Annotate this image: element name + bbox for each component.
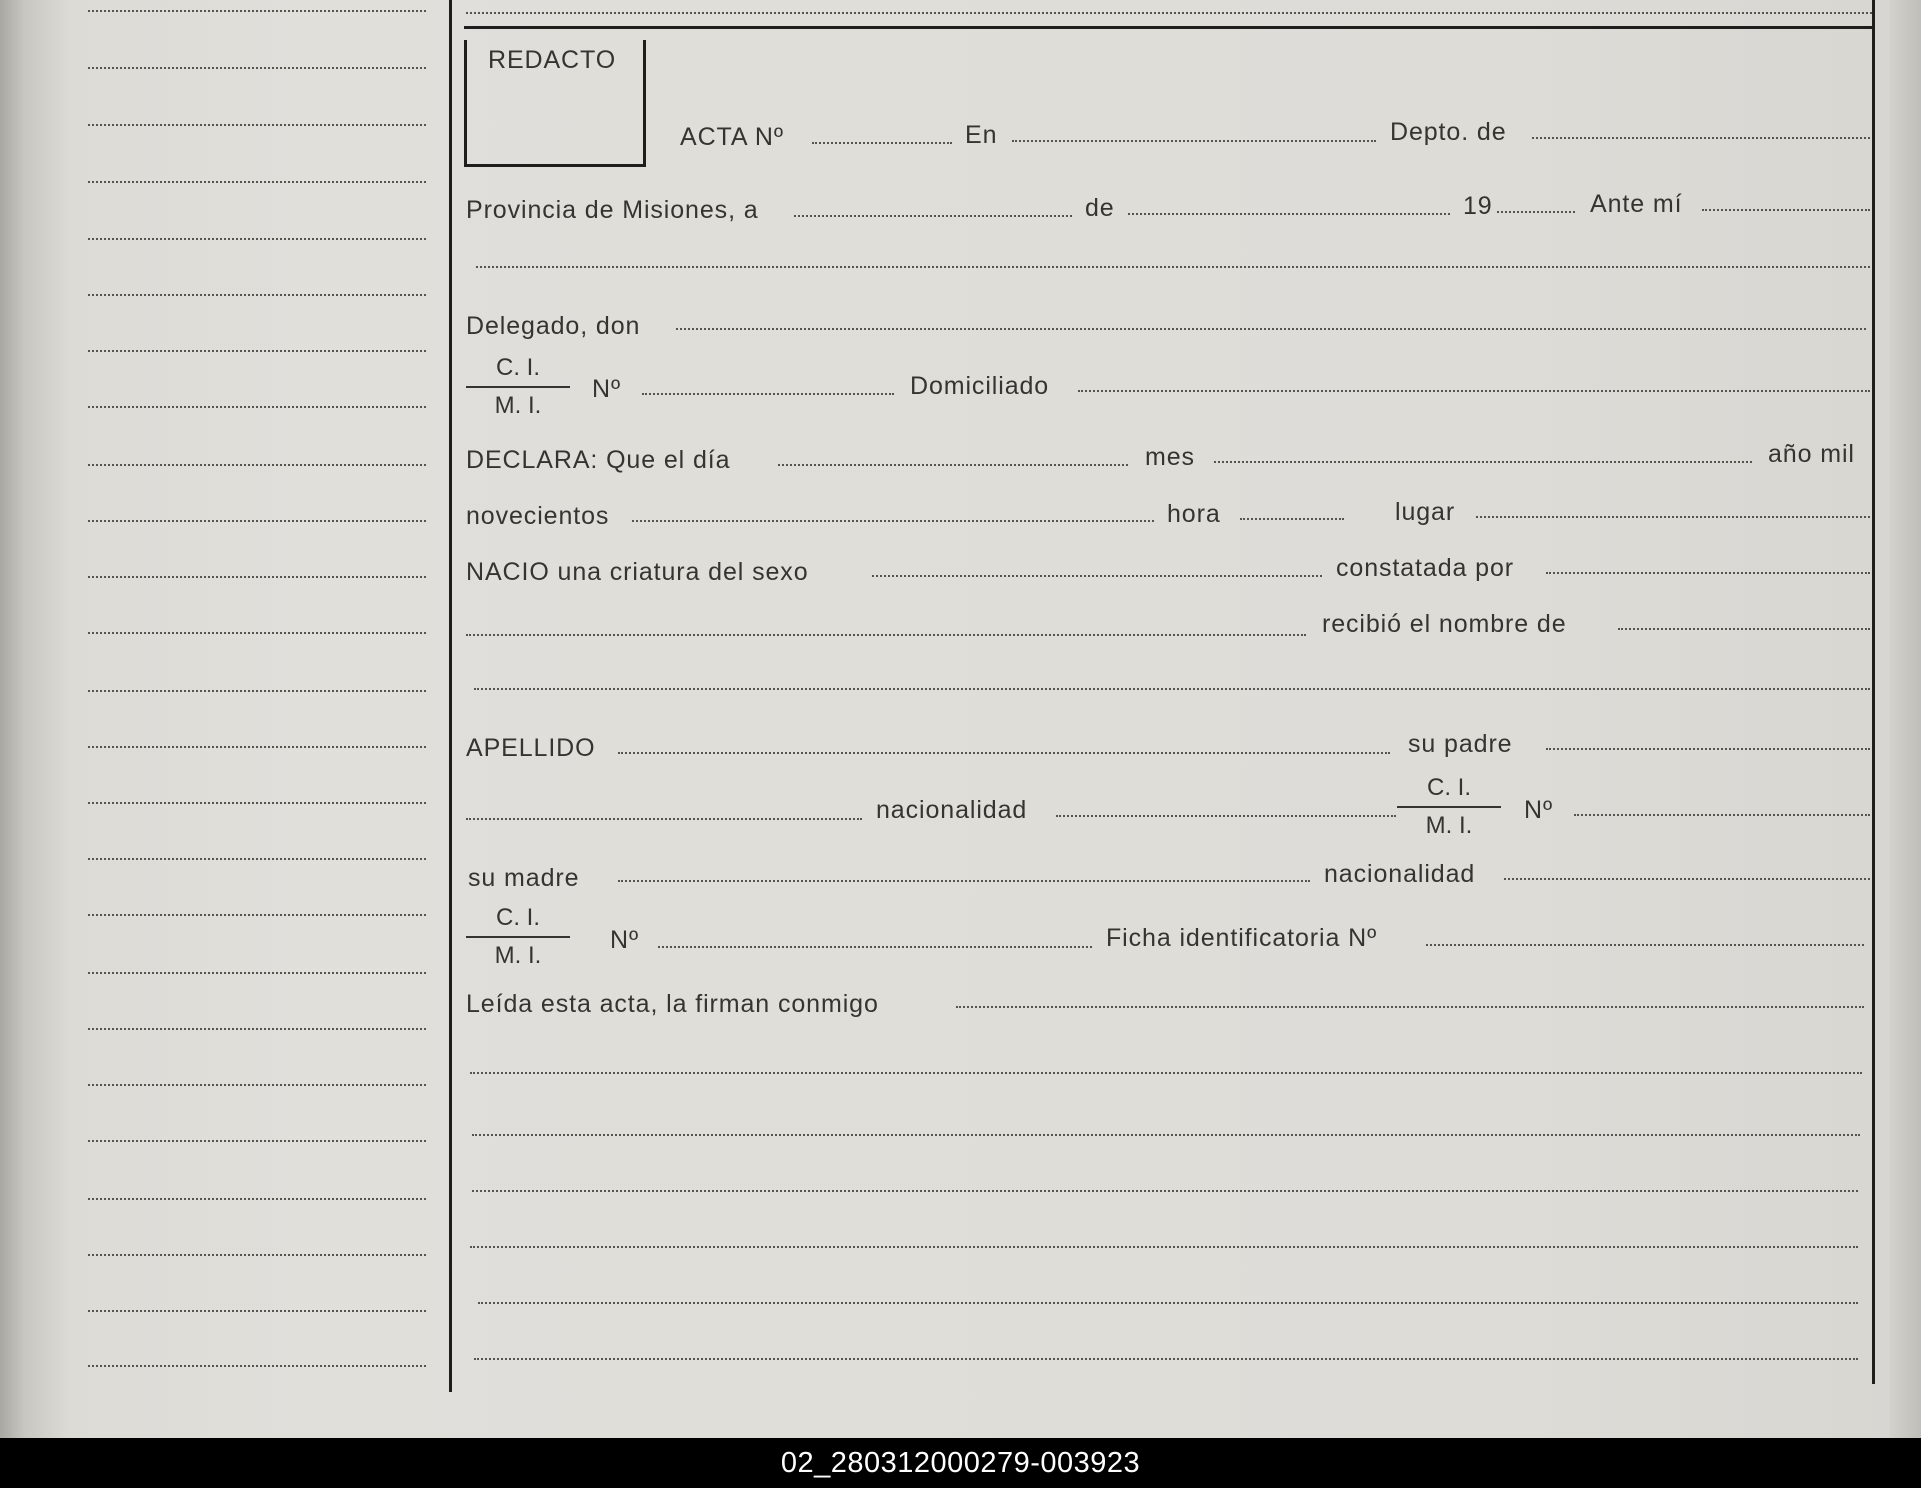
left-line bbox=[88, 972, 426, 974]
left-line bbox=[88, 1198, 426, 1200]
provincia-day-field[interactable] bbox=[794, 215, 1072, 217]
apellido-label: APELLIDO bbox=[466, 734, 596, 762]
padre-field[interactable] bbox=[1546, 748, 1870, 750]
left-line bbox=[88, 632, 426, 634]
acta-number-field[interactable] bbox=[812, 142, 952, 144]
ci-label: C. I. bbox=[495, 904, 540, 931]
year-prefix-label: 19 bbox=[1463, 192, 1493, 220]
madre-numero-label: Nº bbox=[610, 926, 639, 954]
madre-nacionalidad-field[interactable] bbox=[1504, 878, 1870, 880]
novecientos-label: novecientos bbox=[466, 502, 610, 530]
lugar-field[interactable] bbox=[1476, 516, 1870, 518]
madre-field[interactable] bbox=[618, 880, 1310, 882]
left-line bbox=[88, 1365, 426, 1367]
de-label: de bbox=[1085, 194, 1115, 222]
month-field[interactable] bbox=[1128, 213, 1450, 215]
leida-label: Leída esta acta, la firman conmigo bbox=[466, 990, 879, 1018]
left-line bbox=[88, 1028, 426, 1030]
left-line bbox=[88, 1310, 426, 1312]
left-line bbox=[88, 10, 426, 12]
en-field[interactable] bbox=[1012, 140, 1376, 142]
madre-label: su madre bbox=[468, 864, 580, 892]
depto-field[interactable] bbox=[1532, 137, 1870, 139]
left-line bbox=[88, 464, 426, 466]
mes-label: mes bbox=[1145, 443, 1195, 471]
padre-nacionalidad-label: nacionalidad bbox=[876, 796, 1028, 824]
novecientos-field[interactable] bbox=[632, 520, 1154, 522]
declara-label: DECLARA: Que el día bbox=[466, 446, 731, 474]
left-line bbox=[88, 1084, 426, 1086]
hora-label: hora bbox=[1167, 500, 1221, 528]
sexo-field[interactable] bbox=[872, 575, 1322, 577]
nombre-prefix-field[interactable] bbox=[466, 634, 1306, 636]
ante-label: Ante mí bbox=[1590, 190, 1683, 218]
acta-label: ACTA Nº bbox=[680, 123, 784, 151]
hora-field[interactable] bbox=[1240, 518, 1344, 520]
signature-line[interactable] bbox=[472, 1190, 1858, 1192]
left-line bbox=[88, 858, 426, 860]
left-margin-lines bbox=[88, 0, 428, 1438]
ci-label: C. I. bbox=[495, 354, 540, 381]
nacio-label: NACIO una criatura del sexo bbox=[466, 558, 809, 586]
image-caption: 02_280312000279-003923 bbox=[780, 1447, 1141, 1479]
left-line bbox=[88, 914, 426, 916]
numero-label: Nº bbox=[592, 375, 621, 403]
form-top-rule bbox=[464, 26, 1872, 29]
nombre-continuation-line[interactable] bbox=[474, 688, 1870, 690]
left-line bbox=[88, 1254, 426, 1256]
constatada-field[interactable] bbox=[1546, 572, 1870, 574]
domiciliado-label: Domiciliado bbox=[910, 372, 1050, 400]
madre-nacionalidad-label: nacionalidad bbox=[1324, 860, 1476, 888]
ci-label: C. I. bbox=[1426, 774, 1471, 801]
redacto-label: REDACTO bbox=[488, 46, 617, 74]
constatada-label: constatada por bbox=[1336, 554, 1514, 582]
left-line bbox=[88, 520, 426, 522]
en-label: En bbox=[965, 121, 998, 149]
mi-label: M. I. bbox=[494, 392, 542, 419]
anio-label: año mil bbox=[1768, 440, 1855, 468]
padre-label: su padre bbox=[1408, 730, 1513, 758]
madre-ci-mi-fraction bbox=[466, 906, 570, 968]
ci-mi-fraction bbox=[466, 356, 570, 418]
ci-number-field[interactable] bbox=[642, 393, 894, 395]
signature-line[interactable] bbox=[470, 1246, 1858, 1248]
madre-ci-number-field[interactable] bbox=[658, 946, 1092, 948]
signature-line[interactable] bbox=[474, 1358, 1858, 1360]
padre-nacionalidad-field[interactable] bbox=[1056, 815, 1396, 817]
left-line bbox=[88, 181, 426, 183]
delegado-field[interactable] bbox=[676, 328, 1866, 330]
form-left-border bbox=[449, 0, 452, 1392]
ficha-field[interactable] bbox=[1426, 944, 1864, 946]
provincia-label: Provincia de Misiones, a bbox=[466, 196, 759, 224]
left-line bbox=[88, 406, 426, 408]
continuation-line[interactable] bbox=[476, 266, 1870, 268]
lugar-label: lugar bbox=[1395, 498, 1456, 526]
left-line bbox=[88, 124, 426, 126]
ficha-label: Ficha identificatoria Nº bbox=[1106, 924, 1378, 952]
year-field[interactable] bbox=[1497, 211, 1575, 213]
top-dotted-line bbox=[466, 12, 1872, 14]
depto-label: Depto. de bbox=[1390, 118, 1507, 146]
left-line bbox=[88, 576, 426, 578]
domicilio-field[interactable] bbox=[1078, 390, 1870, 392]
padre-numero-label: Nº bbox=[1524, 796, 1553, 824]
left-line bbox=[88, 294, 426, 296]
apellido-field[interactable] bbox=[618, 752, 1390, 754]
left-line bbox=[88, 350, 426, 352]
left-line bbox=[88, 746, 426, 748]
left-line bbox=[88, 238, 426, 240]
mes-field[interactable] bbox=[1214, 461, 1752, 463]
firmantes-field[interactable] bbox=[956, 1006, 1864, 1008]
form-right-border bbox=[1872, 0, 1875, 1384]
padre-continuation-field[interactable] bbox=[466, 818, 862, 820]
ante-field[interactable] bbox=[1702, 209, 1870, 211]
padre-ci-mi-fraction bbox=[1397, 776, 1501, 838]
signature-line[interactable] bbox=[472, 1134, 1860, 1136]
signature-line[interactable] bbox=[478, 1302, 1858, 1304]
signature-line[interactable] bbox=[470, 1072, 1862, 1074]
dia-field[interactable] bbox=[778, 464, 1128, 466]
delegado-label: Delegado, don bbox=[466, 312, 641, 340]
left-line bbox=[88, 802, 426, 804]
nombre-field[interactable] bbox=[1618, 628, 1870, 630]
left-line bbox=[88, 690, 426, 692]
recibio-label: recibió el nombre de bbox=[1322, 610, 1567, 638]
left-line bbox=[88, 67, 426, 69]
mi-label: M. I. bbox=[494, 942, 542, 969]
page-edge bbox=[1890, 0, 1921, 1438]
padre-ci-number-field[interactable] bbox=[1574, 814, 1870, 816]
left-line bbox=[88, 1140, 426, 1142]
mi-label: M. I. bbox=[1425, 812, 1473, 839]
